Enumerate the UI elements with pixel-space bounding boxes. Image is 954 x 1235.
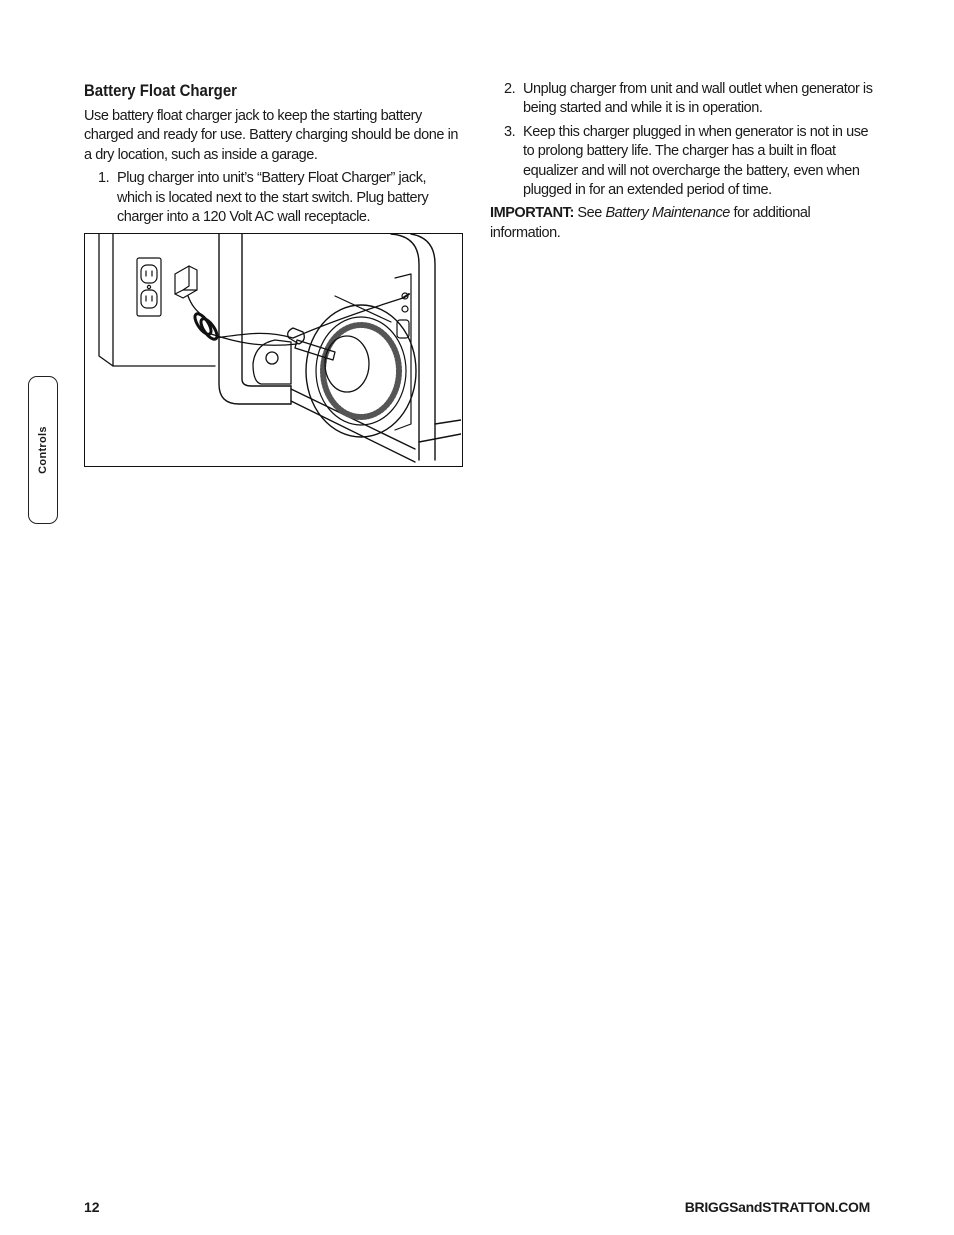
important-note xyxy=(490,204,875,243)
section-title: Battery Float Charger xyxy=(84,81,237,100)
step-number: 1. xyxy=(98,170,110,187)
important-label: IMPORTANT: xyxy=(490,205,574,222)
steps-list-left xyxy=(84,169,464,227)
steps-list-right xyxy=(490,80,875,200)
step-text: Unplug charger from unit and wall outlet when generator is being started and while it is in operation. xyxy=(523,81,873,117)
important-pre: See xyxy=(573,205,606,222)
wall-outlet-illustration xyxy=(137,258,161,316)
important-post: for additional information. xyxy=(490,205,811,241)
page-number: 12 xyxy=(84,1199,100,1215)
footer-website: BRIGGSandSTRATTON.COM xyxy=(684,1199,870,1215)
step-text: Keep this charger plugged in when generator is not in use to prolong battery life. The charger has a built in float equalizer and will not overcharge the battery, even when plugged in for an extended period of time. xyxy=(523,123,869,199)
charger-illustration xyxy=(84,233,463,467)
control-panel-illustration xyxy=(335,274,411,430)
right-column xyxy=(490,80,875,258)
step-item-2 xyxy=(490,80,875,119)
charger-plug-illustration xyxy=(175,266,197,298)
step-number: 2. xyxy=(504,81,516,97)
step-text: Plug charger into unit’s “Battery Float Charger” jack, which is located next to the start switch. Plug battery charger into a 120 Volt AC wall receptacle. xyxy=(117,170,429,226)
step-item-1 xyxy=(84,169,464,227)
battery-maintenance-reference: Battery Maintenance xyxy=(605,205,730,222)
section-side-tab xyxy=(28,376,58,524)
step-number: 3. xyxy=(504,123,516,140)
intro-paragraph: Use battery float charger jack to keep the starting battery charged and ready for use. Battery charging should be done in a dry location, such as inside a garage. xyxy=(84,108,458,163)
step-item-3 xyxy=(490,123,875,201)
left-column xyxy=(84,80,464,467)
mounting-bracket-illustration xyxy=(253,340,291,384)
side-tab-label: Controls xyxy=(37,426,49,474)
generator-frame-illustration xyxy=(219,234,461,462)
